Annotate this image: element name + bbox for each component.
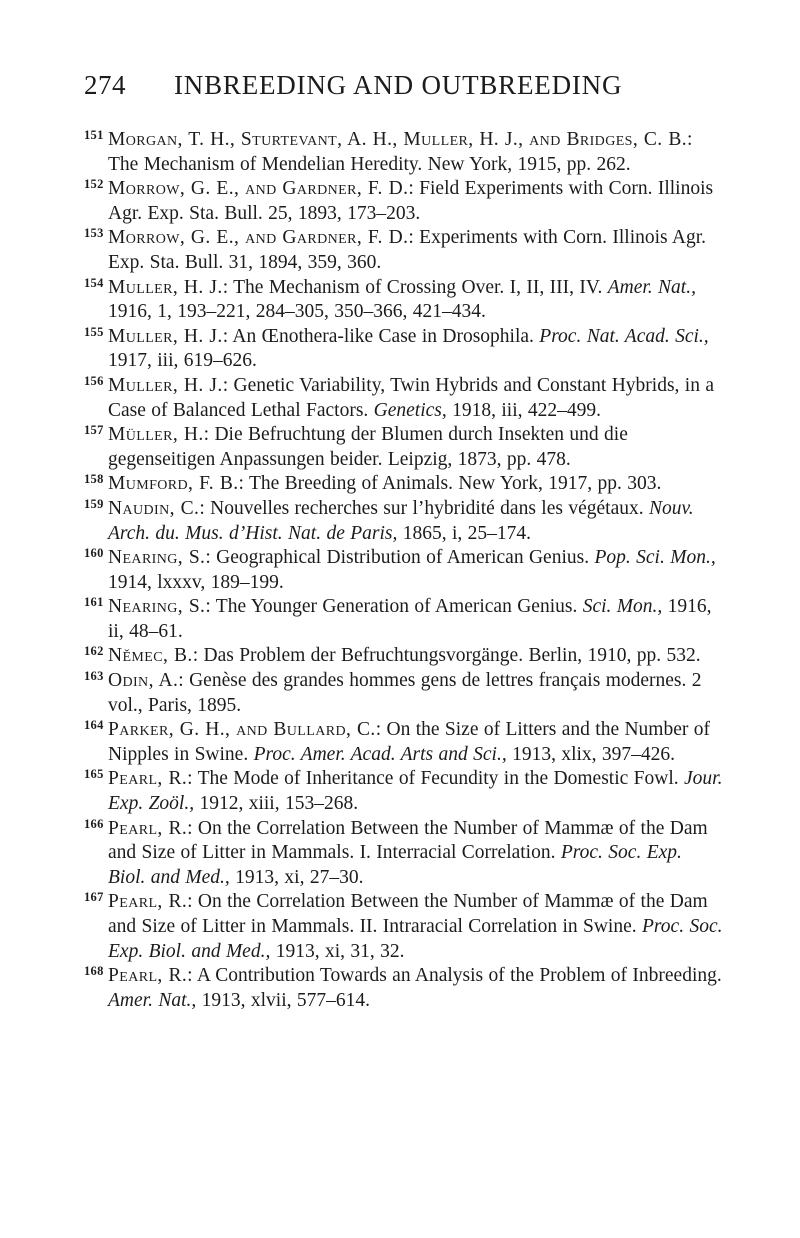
reference-authors: Pearl, R.: [108, 768, 188, 790]
reference-title: : The Breeding of Animals. New York, 1917, pp. 303.: [238, 473, 662, 495]
reference-authors: Odin, A.: [108, 670, 179, 692]
bibliography-entry: [84, 890, 724, 964]
reference-journal: Proc. Nat. Acad. Sci.,: [539, 325, 709, 347]
reference-title: : Geographical Distribution of American Genius.: [205, 547, 590, 569]
reference-details: 1918, iii, 422–499.: [452, 399, 602, 421]
reference-title: : Die Befruchtung der Blumen durch Insekten und die gegenseitigen Anpassungen beider. Leipzig, 1873, pp. 478.: [108, 424, 628, 470]
reference-details: 1916, ii, 48–61.: [108, 596, 712, 642]
reference-authors: Pearl, R.: [108, 965, 188, 987]
reference-authors: Parker, G. H., and Bullard, C.: [108, 719, 376, 741]
reference-details: 1865, i, 25–174.: [402, 522, 532, 544]
reference-authors: Müller, H.: [108, 424, 204, 446]
bibliography-entry: [84, 767, 724, 816]
reference-authors: Morgan, T. H., Sturtevant, A. H., Muller, H. J., and Bridges, C. B.: [108, 129, 688, 150]
reference-number: 167: [84, 890, 104, 905]
bibliography-list: [84, 128, 724, 1013]
reference-details: 1913, xi, 27–30.: [235, 866, 364, 888]
reference-title: : Das Problem der Befruchtungsvorgänge. Berlin, 1910, pp. 532.: [192, 645, 701, 667]
reference-title: : The Younger Generation of American Genius.: [205, 596, 578, 618]
reference-number: 154: [84, 275, 104, 290]
reference-title: : On the Correlation Between the Number of Mammæ of the Dam and Size of Litter in Mammals. II. Intraracial Correlation in Swine.: [108, 891, 708, 937]
reference-authors: Muller, H. J.: [108, 276, 223, 298]
reference-number: 164: [84, 718, 104, 733]
reference-title: : Field Experiments with Corn. Illinois Agr. Exp. Sta. Bull. 25, 1893, 173–203.: [108, 178, 714, 224]
reference-number: 165: [84, 767, 104, 782]
reference-number: 152: [84, 177, 104, 192]
bibliography-entry: [84, 472, 724, 497]
bibliography-entry: [84, 964, 724, 1013]
bibliography-entry: [84, 718, 724, 767]
reference-number: 156: [84, 373, 104, 388]
bibliography-entry: [84, 595, 724, 644]
bibliography-entry: [84, 374, 724, 423]
bibliography-entry: [84, 128, 724, 177]
reference-journal: Pop. Sci. Mon.,: [594, 547, 716, 569]
reference-authors: Muller, H. J.: [108, 325, 223, 347]
reference-journal: Genetics,: [373, 399, 447, 421]
reference-authors: Němec, B.: [108, 645, 193, 667]
reference-title: : The Mechanism of Mendelian Heredity. New York, 1915, pp. 262.: [108, 129, 693, 175]
reference-title: : An Œnothera-like Case in Drosophila.: [222, 325, 534, 347]
reference-number: 158: [84, 472, 104, 487]
reference-journal: Nouv. Arch. du. Mus. d’Hist. Nat. de Paris,: [108, 497, 694, 544]
reference-title: : Nouvelles recherches sur l’hybridité dans les végétaux.: [199, 497, 644, 519]
reference-authors: Naudin, C.: [108, 497, 200, 519]
reference-title: : Genèse des grandes hommes gens de lettres français modernes. 2 vol., Paris, 1895.: [108, 670, 702, 716]
reference-number: 159: [84, 496, 104, 511]
running-title: INBREEDING AND OUTBREEDING: [174, 70, 623, 100]
reference-number: 157: [84, 423, 104, 438]
reference-authors: Pearl, R.: [108, 817, 188, 839]
reference-number: 166: [84, 816, 104, 831]
reference-title: : On the Size of Litters and the Number of Nipples in Swine.: [108, 719, 710, 765]
reference-journal: Proc. Amer. Acad. Arts and Sci.,: [253, 743, 507, 765]
bibliography-entry: [84, 226, 724, 275]
reference-authors: Mumford, F. B.: [108, 473, 239, 495]
reference-number: 161: [84, 595, 104, 610]
reference-number: 163: [84, 669, 104, 684]
reference-authors: Nearing, S.: [108, 596, 206, 618]
reference-number: 155: [84, 324, 104, 339]
reference-details: 1916, 1, 193–221, 284–305, 350–366, 421–434.: [108, 301, 486, 323]
reference-journal: Amer. Nat.,: [108, 989, 197, 1011]
reference-journal: Proc. Soc. Exp. Biol. and Med.,: [108, 842, 682, 888]
reference-details: 1913, xi, 31, 32.: [275, 940, 405, 962]
bibliography-entry: [84, 497, 724, 546]
reference-number: 151: [84, 128, 104, 142]
reference-journal: Amer. Nat.,: [607, 276, 696, 298]
reference-authors: Pearl, R.: [108, 891, 188, 913]
reference-authors: Morrow, G. E., and Gardner, F. D.: [108, 227, 409, 249]
reference-authors: Nearing, S.: [108, 547, 206, 569]
reference-details: 1912, xiii, 153–268.: [199, 793, 359, 815]
page-header: [84, 70, 724, 110]
reference-title: : On the Correlation Between the Number of Mammæ of the Dam and Size of Litter in Mammals. I. Interracial Correlation.: [108, 817, 708, 864]
bibliography-entry: [84, 325, 724, 374]
bibliography-entry: [84, 817, 724, 891]
reference-title: : A Contribution Towards an Analysis of the Problem of Inbreeding.: [187, 965, 722, 987]
reference-details: 1913, xlix, 397–426.: [512, 743, 676, 765]
reference-journal: Jour. Exp. Zoöl.,: [108, 768, 723, 815]
reference-number: 162: [84, 644, 104, 659]
reference-title: : The Mode of Inheritance of Fecundity in the Domestic Fowl.: [187, 768, 679, 790]
reference-title: : The Mechanism of Crossing Over. I, II, III, IV.: [222, 276, 603, 298]
bibliography-entry: [84, 276, 724, 325]
reference-number: 160: [84, 546, 104, 561]
reference-authors: Morrow, G. E., and Gardner, F. D.: [108, 178, 409, 200]
reference-title: : Genetic Variability, Twin Hybrids and Constant Hybrids, in a Case of Balanced Lethal Factors.: [108, 374, 714, 421]
bibliography-entry: [84, 644, 724, 669]
reference-details: 1914, lxxxv, 189–199.: [108, 571, 284, 593]
reference-journal: Proc. Soc. Exp. Biol. and Med.,: [108, 916, 723, 962]
reference-details: 1913, xlvii, 577–614.: [201, 989, 371, 1011]
reference-journal: Sci. Mon.,: [582, 596, 663, 618]
reference-number: 168: [84, 964, 104, 979]
bibliography-entry: [84, 177, 724, 226]
bibliography-entry: [84, 546, 724, 595]
bibliography-entry: [84, 423, 724, 472]
reference-number: 153: [84, 226, 104, 241]
reference-title: : Experiments with Corn. Illinois Agr. Exp. Sta. Bull. 31, 1894, 359, 360.: [108, 227, 707, 273]
reference-authors: Muller, H. J.: [108, 374, 223, 396]
page-number: 274: [84, 70, 126, 100]
reference-details: 1917, iii, 619–626.: [108, 350, 257, 372]
bibliography-entry: [84, 669, 724, 718]
